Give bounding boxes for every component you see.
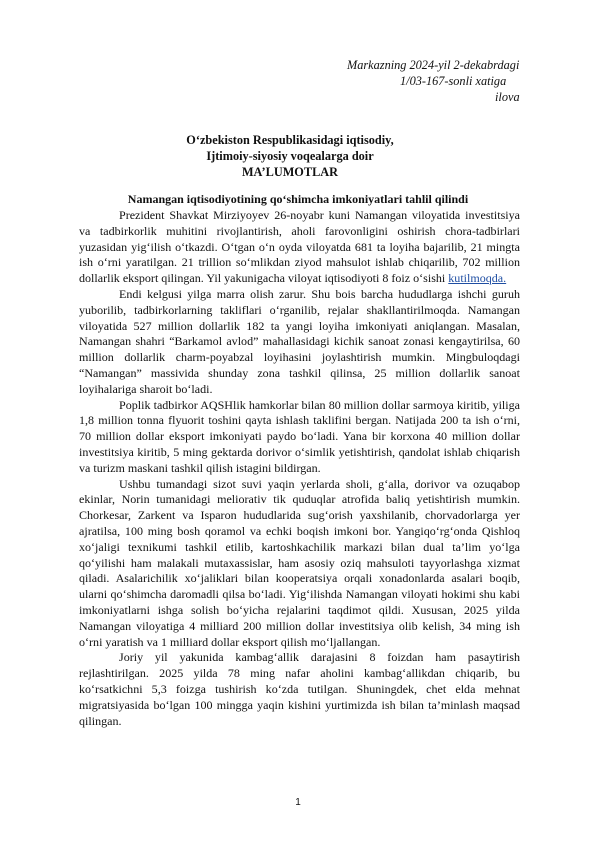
paragraph-1-text: Prezident Shavkat Mirziyoyev 26-noyabr kuni Namangan viloyatida investitsiya va tadbirkorlik muhitini rivojlantirish, aholi farovonligini oshirish chora-tadbirlari yuzasidan yig‘ilish o‘tkazdi. O‘tgan o‘n oyda viloyatda 681 ta loyiha bajarilib, 21 mingta ish o‘rni yaratilgan. 21 trillion so‘mlikdan ziyod mahsulot ishlab chiqarilib, 702 million dollarlik eksport qilingan. Yil yakunigacha viloyat iqtisodiyoti 8 foiz o‘sishi <box>79 208 520 286</box>
attachment-note-line-3: ilova <box>495 90 520 104</box>
attachment-note-line-1: Markazning 2024-yil 2-dekabrdagi <box>347 58 520 72</box>
section-subtitle: Namangan iqtisodiyotining qo‘shimcha imkoniyatlari tahlil qilindi <box>127 192 469 206</box>
document-body <box>79 208 520 729</box>
paragraph-1-link[interactable]: kutilmoqda. <box>448 271 507 286</box>
attachment-note-line-2: 1/03-167-sonli xatiga <box>400 74 507 88</box>
page-number: 1 <box>295 797 301 808</box>
paragraph-4: Ushbu tumandagi sizot suvi yaqin yerlarda sholi, g‘alla, dorivor va ozuqabop ekinlar, Norin tumanidagi meliorativ tik quduqlar atrofida baliq yetishtirish mumkin. Chorkesar, Zarkent va Isparon hududlarida sug‘orish yaxshilanib, chorvadorlarga yer ajratilsa, 100 ming bosh qoramol va echki boqish imkoni bor. Yangiqo‘rg‘onda Qishloq xo‘jaligi texnikumi tashkil etilib, kartoshkachilik markazi bilan dual ta’lim yo‘lga qo‘yilishi ham malakali mutaxassislar, ham asosiy oziq mahsuloti tayyorlashga xizmat qiladi. Asalarichilik xo‘jaliklari bilan kooperatsiya orqali xonadonlarda asalari boqib, ularni qo‘shimcha daromadli qilsa bo‘ladi. Yig‘ilishda Namangan viloyati hokimi shu kabi imkoniyatlarni ishga solish bo‘yicha rejalarini taqdimot qildi. Xususan, 2025 yilda Namangan viloyatiga 4 milliard 200 million dollar investitsiya olib kelish, 34 ming ish o‘rni yaratish va 1 milliard dollar eksport qilish mo‘ljallangan. <box>79 476 520 649</box>
paragraph-5: Joriy yil yakunida kambag‘allik darajasini 8 foizdan ham pasaytirish rejlashtirilgan. 2025 yilda 78 ming nafar aholini kambag‘allikdan chiqarib, bu ko‘rsatkichni 5,3 foizga tushirish ko‘zda tutilgan. Shuningdek, chet elda mehnat migratsiyasida bo‘lgan 100 mingga yaqin kishini yurtimizda ish bilan ta’minlash maqsad qilingan. <box>79 650 520 728</box>
document-title-line-1: O‘zbekiston Respublikasidagi iqtisodiy, <box>186 133 394 147</box>
document-title-line-3: MA’LUMOTLAR <box>241 165 339 179</box>
paragraph-2: Endi kelgusi yilga marra olish zarur. Shu bois barcha hududlarga ishchi guruh yuborilib, tadbirkorlarning takliflari o‘rganilib, rejalar shakllantirilmoqda. Namangan viloyatida 527 million dollarlik 182 ta yangi loyiha imkoniyati aniqlangan. Masalan, Namangan shahri “Barkamol avlod” mahallasidagi kichik sanoat zonasi kengaytirilsa, 60 million dollarlik charm-poyabzal loyihasini joylashtirish mumkin. Mingbuloqdagi “Namangan” massivida shunday zona tashkil qilinsa, 25 million dollarlik sanoat loyihalariga sharoit bo‘ladi. <box>79 286 520 396</box>
document-title-line-2: Ijtimoiy-siyosiy voqealarga doir <box>206 149 374 163</box>
paragraph-3: Poplik tadbirkor AQSHlik hamkorlar bilan 80 million dollar sarmoya kiritib, yiliga 1,8 million tonna flyuorit toshini qayta ishlash taklifini bergan. Natijada 200 ta ish o‘rni, 70 million dollar eksport imkoniyati paydo bo‘ladi. Yana bir korxona 40 million dollar investitsiya kiritib, 5 ming gektarda dorivor o‘simlik yetishtirish, qandolat ishlab chiqarish va turizm maskani tashkil qilish istagini bildirgan. <box>79 397 520 475</box>
paragraph-1 <box>79 208 520 287</box>
